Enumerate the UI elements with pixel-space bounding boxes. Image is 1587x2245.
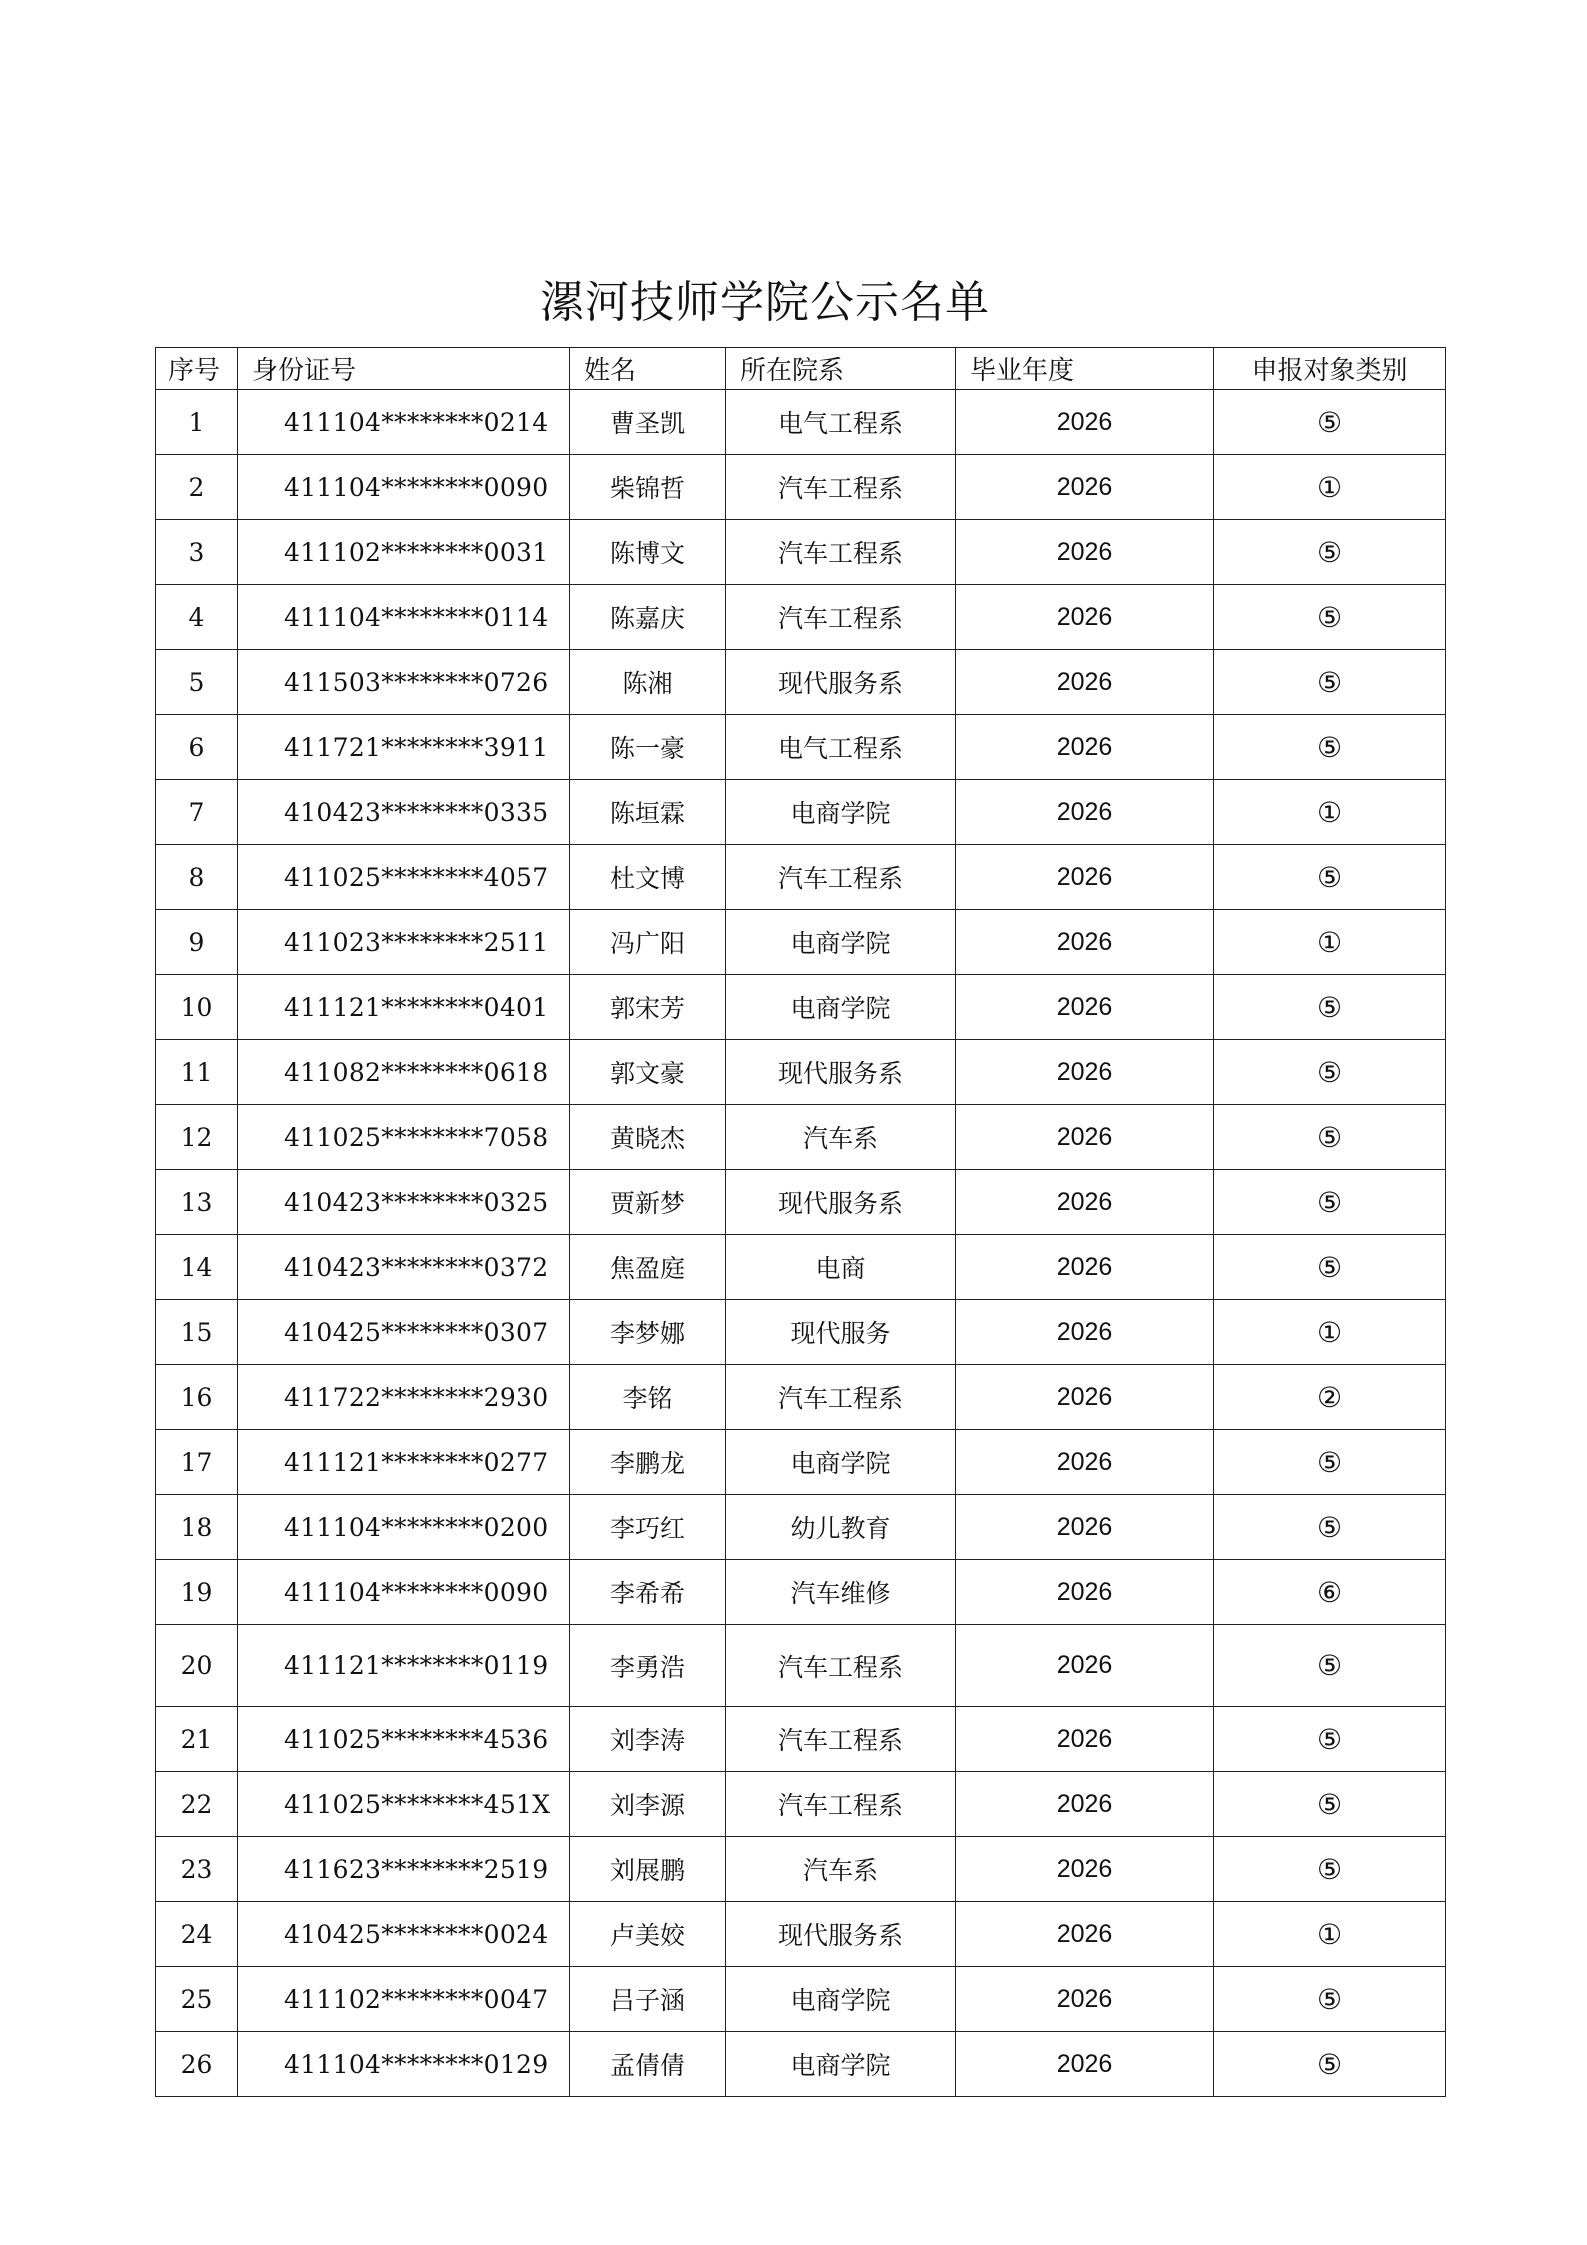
table-row	[156, 1902, 1446, 1967]
cell-graduation-year: 2026	[956, 1967, 1214, 2032]
cell-category: ⑤	[1214, 1837, 1446, 1902]
cell-name: 郭文豪	[570, 1040, 726, 1105]
table-row	[156, 1772, 1446, 1837]
cell-category: ⑤	[1214, 1105, 1446, 1170]
cell-id-number: 411025********7058	[238, 1105, 570, 1170]
cell-graduation-year: 2026	[956, 1365, 1214, 1430]
cell-graduation-year: 2026	[956, 585, 1214, 650]
table-row	[156, 1707, 1446, 1772]
header-id-number: 身份证号	[238, 348, 570, 390]
cell-department: 现代服务系	[726, 1902, 956, 1967]
cell-graduation-year: 2026	[956, 1040, 1214, 1105]
cell-id-number: 411082********0618	[238, 1040, 570, 1105]
cell-category: ②	[1214, 1365, 1446, 1430]
cell-category: ⑤	[1214, 650, 1446, 715]
cell-id-number: 411121********0401	[238, 975, 570, 1040]
cell-graduation-year: 2026	[956, 1902, 1214, 1967]
table-row	[156, 1967, 1446, 2032]
cell-category: ⑤	[1214, 1235, 1446, 1300]
cell-name: 贾新梦	[570, 1170, 726, 1235]
cell-id-number: 411104********0129	[238, 2032, 570, 2097]
cell-category: ①	[1214, 780, 1446, 845]
cell-name: 刘李涛	[570, 1707, 726, 1772]
cell-seq: 26	[156, 2032, 238, 2097]
table-row	[156, 1560, 1446, 1625]
table-row	[156, 845, 1446, 910]
table-row	[156, 2032, 1446, 2097]
cell-name: 郭宋芳	[570, 975, 726, 1040]
table-row	[156, 1105, 1446, 1170]
cell-seq: 7	[156, 780, 238, 845]
table-row	[156, 910, 1446, 975]
cell-department: 电气工程系	[726, 390, 956, 455]
cell-graduation-year: 2026	[956, 975, 1214, 1040]
cell-id-number: 410425********0024	[238, 1902, 570, 1967]
cell-department: 汽车工程系	[726, 1625, 956, 1707]
cell-graduation-year: 2026	[956, 520, 1214, 585]
table-row	[156, 1365, 1446, 1430]
cell-graduation-year: 2026	[956, 1430, 1214, 1495]
cell-department: 幼儿教育	[726, 1495, 956, 1560]
cell-graduation-year: 2026	[956, 910, 1214, 975]
cell-department: 电商学院	[726, 910, 956, 975]
cell-seq: 4	[156, 585, 238, 650]
cell-name: 李铭	[570, 1365, 726, 1430]
cell-name: 陈嘉庆	[570, 585, 726, 650]
cell-id-number: 411104********0114	[238, 585, 570, 650]
header-graduation-year: 毕业年度	[956, 348, 1214, 390]
table-row	[156, 390, 1446, 455]
cell-seq: 9	[156, 910, 238, 975]
cell-graduation-year: 2026	[956, 845, 1214, 910]
table-row	[156, 780, 1446, 845]
cell-id-number: 411104********0214	[238, 390, 570, 455]
table-row	[156, 1495, 1446, 1560]
cell-department: 现代服务系	[726, 1170, 956, 1235]
header-name: 姓名	[570, 348, 726, 390]
cell-department: 电商学院	[726, 1430, 956, 1495]
cell-category: ⑤	[1214, 520, 1446, 585]
cell-seq: 12	[156, 1105, 238, 1170]
cell-seq: 23	[156, 1837, 238, 1902]
cell-department: 汽车工程系	[726, 455, 956, 520]
cell-department: 汽车工程系	[726, 1365, 956, 1430]
table-row	[156, 715, 1446, 780]
cell-graduation-year: 2026	[956, 650, 1214, 715]
cell-seq: 1	[156, 390, 238, 455]
table-row	[156, 455, 1446, 520]
cell-department: 电商	[726, 1235, 956, 1300]
cell-name: 李希希	[570, 1560, 726, 1625]
cell-department: 汽车工程系	[726, 1772, 956, 1837]
cell-category: ①	[1214, 1300, 1446, 1365]
cell-category: ⑥	[1214, 1560, 1446, 1625]
cell-category: ①	[1214, 455, 1446, 520]
cell-category: ⑤	[1214, 585, 1446, 650]
table-header-row	[156, 348, 1446, 390]
cell-seq: 8	[156, 845, 238, 910]
cell-id-number: 410423********0372	[238, 1235, 570, 1300]
cell-seq: 10	[156, 975, 238, 1040]
cell-seq: 2	[156, 455, 238, 520]
cell-name: 曹圣凯	[570, 390, 726, 455]
cell-category: ⑤	[1214, 1170, 1446, 1235]
cell-id-number: 410423********0335	[238, 780, 570, 845]
cell-category: ⑤	[1214, 390, 1446, 455]
table-row	[156, 1170, 1446, 1235]
cell-id-number: 410423********0325	[238, 1170, 570, 1235]
cell-name: 李鹏龙	[570, 1430, 726, 1495]
table-row	[156, 585, 1446, 650]
cell-id-number: 411121********0277	[238, 1430, 570, 1495]
cell-seq: 22	[156, 1772, 238, 1837]
table-row	[156, 650, 1446, 715]
cell-id-number: 411102********0047	[238, 1967, 570, 2032]
cell-id-number: 411722********2930	[238, 1365, 570, 1430]
table-row	[156, 1300, 1446, 1365]
cell-department: 汽车维修	[726, 1560, 956, 1625]
cell-department: 现代服务系	[726, 650, 956, 715]
cell-seq: 17	[156, 1430, 238, 1495]
cell-department: 现代服务	[726, 1300, 956, 1365]
cell-id-number: 411104********0200	[238, 1495, 570, 1560]
cell-department: 电气工程系	[726, 715, 956, 780]
cell-department: 现代服务系	[726, 1040, 956, 1105]
cell-id-number: 411104********0090	[238, 1560, 570, 1625]
cell-category: ⑤	[1214, 845, 1446, 910]
cell-department: 电商学院	[726, 1967, 956, 2032]
cell-name: 吕子涵	[570, 1967, 726, 2032]
table-row	[156, 520, 1446, 585]
cell-graduation-year: 2026	[956, 2032, 1214, 2097]
cell-category: ⑤	[1214, 1967, 1446, 2032]
cell-graduation-year: 2026	[956, 780, 1214, 845]
cell-department: 电商学院	[726, 975, 956, 1040]
table-row	[156, 1235, 1446, 1300]
cell-name: 陈博文	[570, 520, 726, 585]
cell-name: 冯广阳	[570, 910, 726, 975]
table-row	[156, 1625, 1446, 1707]
cell-category: ⑤	[1214, 975, 1446, 1040]
cell-id-number: 411023********2511	[238, 910, 570, 975]
table-body	[156, 390, 1446, 2097]
cell-name: 李梦娜	[570, 1300, 726, 1365]
cell-seq: 3	[156, 520, 238, 585]
cell-department: 汽车工程系	[726, 845, 956, 910]
cell-graduation-year: 2026	[956, 1235, 1214, 1300]
cell-department: 汽车工程系	[726, 1707, 956, 1772]
cell-id-number: 411104********0090	[238, 455, 570, 520]
cell-id-number: 411121********0119	[238, 1625, 570, 1707]
cell-seq: 11	[156, 1040, 238, 1105]
roster-table	[155, 347, 1446, 2097]
cell-seq: 19	[156, 1560, 238, 1625]
cell-category: ⑤	[1214, 1040, 1446, 1105]
cell-department: 汽车工程系	[726, 520, 956, 585]
cell-graduation-year: 2026	[956, 1625, 1214, 1707]
cell-name: 陈垣霖	[570, 780, 726, 845]
cell-graduation-year: 2026	[956, 1772, 1214, 1837]
cell-department: 汽车系	[726, 1105, 956, 1170]
cell-graduation-year: 2026	[956, 1560, 1214, 1625]
cell-seq: 13	[156, 1170, 238, 1235]
table-row	[156, 1430, 1446, 1495]
cell-category: ⑤	[1214, 1772, 1446, 1837]
cell-name: 孟倩倩	[570, 2032, 726, 2097]
cell-category: ⑤	[1214, 1495, 1446, 1560]
cell-name: 卢美姣	[570, 1902, 726, 1967]
cell-category: ①	[1214, 910, 1446, 975]
cell-graduation-year: 2026	[956, 1300, 1214, 1365]
cell-department: 电商学院	[726, 780, 956, 845]
cell-id-number: 411721********3911	[238, 715, 570, 780]
cell-department: 电商学院	[726, 2032, 956, 2097]
cell-id-number: 411503********0726	[238, 650, 570, 715]
cell-seq: 24	[156, 1902, 238, 1967]
cell-id-number: 411623********2519	[238, 1837, 570, 1902]
cell-graduation-year: 2026	[956, 455, 1214, 520]
header-seq: 序号	[156, 348, 238, 390]
cell-name: 刘李源	[570, 1772, 726, 1837]
cell-name: 李勇浩	[570, 1625, 726, 1707]
cell-category: ⑤	[1214, 2032, 1446, 2097]
cell-seq: 6	[156, 715, 238, 780]
cell-name: 焦盈庭	[570, 1235, 726, 1300]
table-row	[156, 975, 1446, 1040]
cell-department: 汽车工程系	[726, 585, 956, 650]
cell-category: ⑤	[1214, 1707, 1446, 1772]
cell-name: 陈湘	[570, 650, 726, 715]
header-category: 申报对象类别	[1214, 348, 1446, 390]
cell-seq: 5	[156, 650, 238, 715]
cell-id-number: 411025********4536	[238, 1707, 570, 1772]
table-row	[156, 1837, 1446, 1902]
cell-graduation-year: 2026	[956, 390, 1214, 455]
cell-name: 刘展鹏	[570, 1837, 726, 1902]
cell-seq: 20	[156, 1625, 238, 1707]
cell-name: 李巧红	[570, 1495, 726, 1560]
cell-seq: 14	[156, 1235, 238, 1300]
cell-category: ①	[1214, 1902, 1446, 1967]
cell-name: 黄晓杰	[570, 1105, 726, 1170]
cell-category: ⑤	[1214, 715, 1446, 780]
cell-name: 陈一豪	[570, 715, 726, 780]
cell-graduation-year: 2026	[956, 1837, 1214, 1902]
cell-id-number: 411025********451X	[238, 1772, 570, 1837]
cell-seq: 16	[156, 1365, 238, 1430]
cell-seq: 25	[156, 1967, 238, 2032]
cell-id-number: 411102********0031	[238, 520, 570, 585]
cell-seq: 18	[156, 1495, 238, 1560]
cell-graduation-year: 2026	[956, 1707, 1214, 1772]
cell-category: ⑤	[1214, 1625, 1446, 1707]
cell-department: 汽车系	[726, 1837, 956, 1902]
page-title: 漯河技师学院公示名单	[540, 277, 990, 328]
cell-id-number: 410425********0307	[238, 1300, 570, 1365]
header-department: 所在院系	[726, 348, 956, 390]
cell-seq: 15	[156, 1300, 238, 1365]
table-row	[156, 1040, 1446, 1105]
cell-name: 杜文博	[570, 845, 726, 910]
cell-id-number: 411025********4057	[238, 845, 570, 910]
cell-graduation-year: 2026	[956, 1495, 1214, 1560]
cell-seq: 21	[156, 1707, 238, 1772]
cell-graduation-year: 2026	[956, 1170, 1214, 1235]
cell-name: 柴锦哲	[570, 455, 726, 520]
cell-graduation-year: 2026	[956, 715, 1214, 780]
cell-category: ⑤	[1214, 1430, 1446, 1495]
cell-graduation-year: 2026	[956, 1105, 1214, 1170]
